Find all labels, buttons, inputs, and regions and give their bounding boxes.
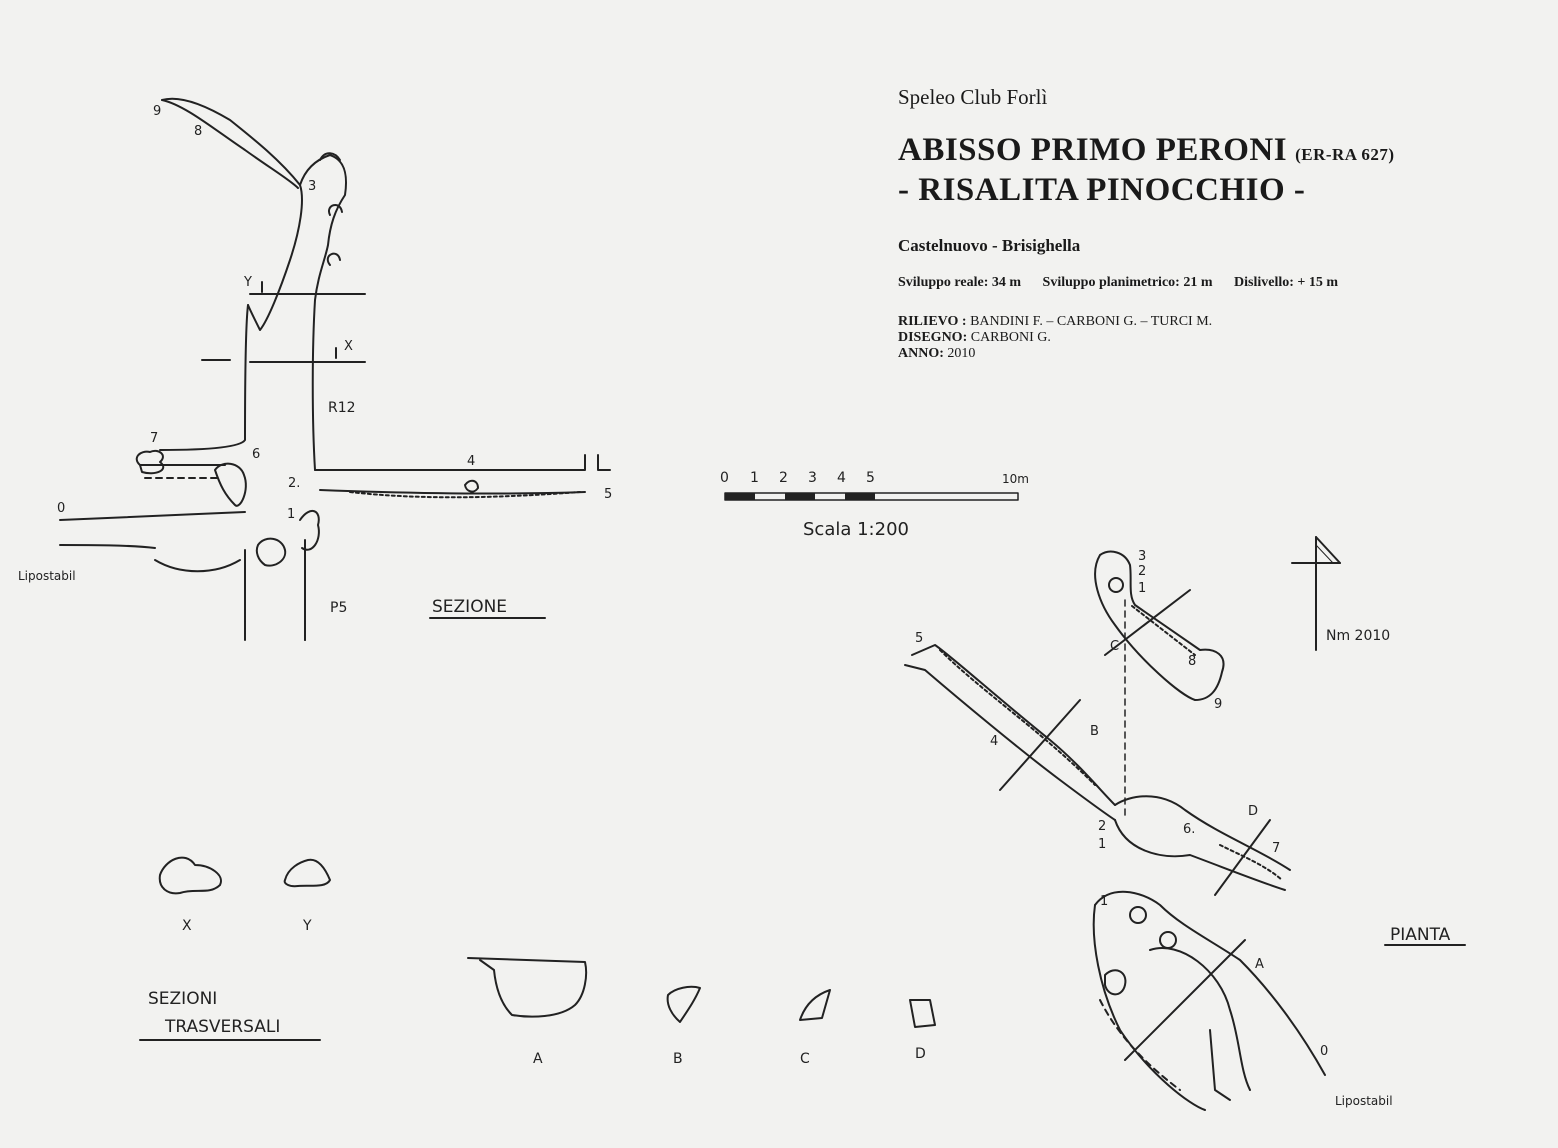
sezione-labels	[18, 104, 612, 617]
plan-label-3c: 1	[1138, 581, 1147, 596]
label-s0: 0	[57, 501, 66, 516]
cross-section-y	[285, 860, 330, 886]
north-label: Nm 2010	[1326, 628, 1391, 644]
dislivello: Dislivello: + 15 m	[1234, 275, 1339, 290]
club-name: Speleo Club Forlì	[898, 85, 1048, 109]
cross-sections	[160, 858, 935, 1027]
plan-label-8: 8	[1188, 654, 1197, 669]
xs-label-c: C	[800, 1051, 810, 1067]
cross-section-a	[468, 958, 586, 1017]
plan-label-4: 4	[990, 734, 999, 749]
label-s8: 8	[194, 124, 203, 139]
cave-code: (ER-RA 627)	[1295, 145, 1395, 164]
label-y: Y	[244, 275, 252, 290]
plan-label-c: C	[1110, 639, 1120, 654]
scale-labels	[720, 470, 1029, 540]
sezioni-title-1: SEZIONI	[148, 989, 218, 1009]
label-x: X	[344, 339, 353, 354]
label-s1: 1	[287, 507, 296, 522]
scale-tick-5: 5	[866, 470, 875, 486]
cross-section-c	[800, 990, 830, 1020]
plan-label-5: 5	[915, 631, 924, 646]
label-s5: 5	[604, 487, 613, 502]
sviluppo-reale: Sviluppo reale: 34 m	[898, 275, 1022, 290]
scale-caption: Scala 1:200	[803, 519, 909, 540]
label-p5: P5	[330, 600, 348, 616]
scale-tick-4: 4	[837, 470, 846, 486]
label-lipostabil-sezione: Lipostabil	[18, 569, 76, 583]
chimney-outline	[162, 99, 302, 330]
scale-end-label: 10m	[1002, 472, 1029, 486]
sezione-drawing	[60, 99, 613, 640]
label-s9: 9	[153, 104, 162, 119]
cave-subtitle: - RISALITA PINOCCHIO -	[898, 172, 1306, 208]
sezioni-title-2: TRASVERSALI	[165, 1017, 281, 1037]
plan-cut-d	[1215, 820, 1270, 895]
scale-tick-0: 0	[720, 470, 729, 486]
scale-tick-1: 1	[750, 470, 759, 486]
cave-location: Castelnuovo - Brisighella	[898, 236, 1081, 255]
rilievo-label: RILIEVO :	[898, 314, 967, 329]
label-r12: R12	[328, 400, 356, 416]
plan-label-3b: 2	[1138, 564, 1147, 579]
plan-label-6: 6.	[1183, 822, 1196, 837]
cave-name: ABISSO PRIMO PERONI	[898, 132, 1288, 168]
cross-section-labels	[148, 918, 926, 1067]
anno-label: ANNO:	[898, 346, 944, 361]
plan-label-0: 0	[1320, 1044, 1329, 1059]
pianta-drawing	[905, 552, 1325, 1110]
plan-label-d: D	[1248, 804, 1259, 819]
label-s7: 7	[150, 431, 159, 446]
plan-label-7: 7	[1272, 841, 1281, 856]
xs-label-d: D	[915, 1046, 926, 1062]
scale-bar	[725, 493, 1018, 500]
disegno-label: DISEGNO:	[898, 330, 968, 345]
label-s2: 2.	[288, 476, 301, 491]
label-s6: 6	[252, 447, 261, 462]
xs-label-a: A	[533, 1051, 543, 1067]
cross-section-x	[160, 858, 221, 894]
cross-section-d	[910, 1000, 935, 1027]
plan-label-a: A	[1255, 957, 1264, 972]
xs-label-x: X	[182, 918, 192, 934]
disegno-value: CARBONI G.	[967, 330, 1051, 345]
rilievo-value: BANDINI F. – CARBONI G. – TURCI M.	[966, 314, 1213, 329]
pianta-title: PIANTA	[1390, 925, 1451, 945]
scale-tick-2: 2	[779, 470, 788, 486]
plan-label-2b: 1	[1098, 837, 1107, 852]
plan-label-2: 2	[1098, 819, 1107, 834]
anno-value: 2010	[943, 346, 976, 361]
plan-label-3a: 3	[1138, 549, 1147, 564]
plan-label-1: 1	[1100, 894, 1109, 909]
xs-label-y: Y	[303, 918, 312, 934]
label-s4: 4	[467, 454, 476, 469]
xs-label-b: B	[673, 1051, 683, 1067]
plan-label-b: B	[1090, 724, 1099, 739]
label-s3: 3	[308, 179, 317, 194]
sezione-title: SEZIONE	[432, 597, 508, 617]
plan-label-9: 9	[1214, 697, 1223, 712]
sviluppo-planimetrico: Sviluppo planimetrico: 21 m	[1042, 275, 1213, 290]
plan-cut-b	[1000, 700, 1080, 790]
label-lipostabil-pianta: Lipostabil	[1335, 1094, 1393, 1108]
cross-section-b	[668, 987, 700, 1022]
scale-tick-3: 3	[808, 470, 817, 486]
